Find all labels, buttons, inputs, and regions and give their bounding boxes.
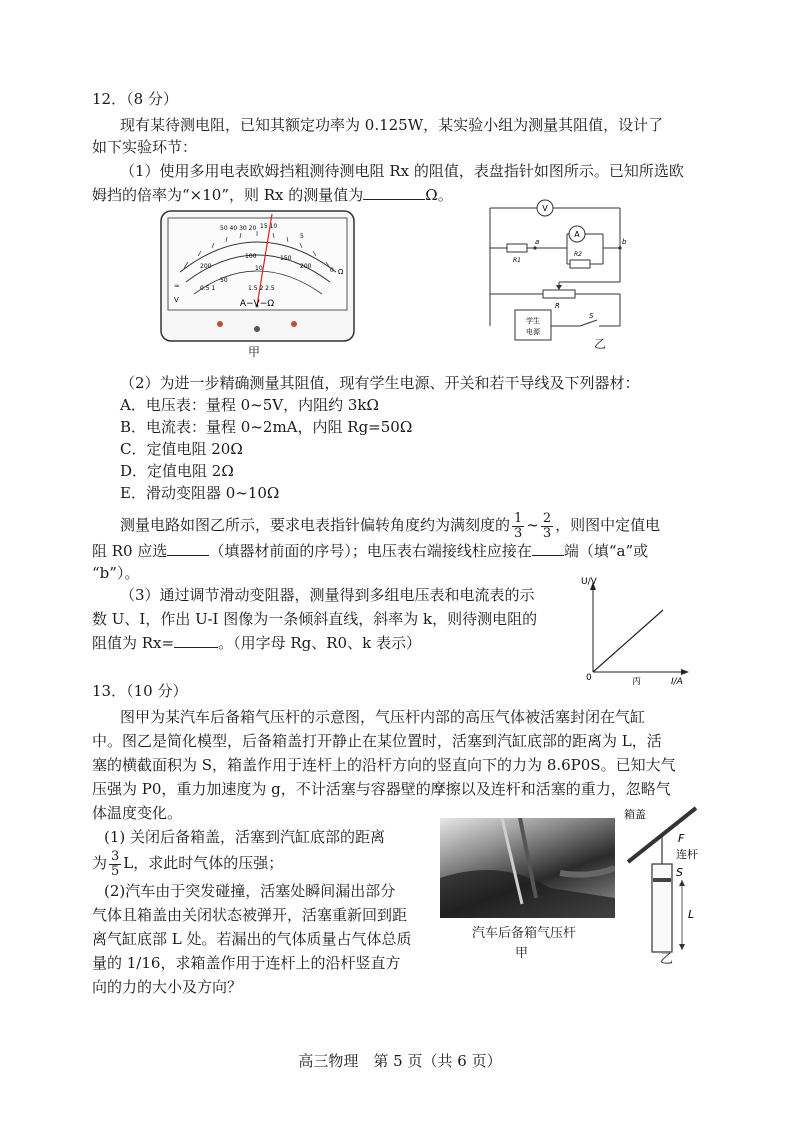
q12-part3-line3	[92, 632, 421, 654]
q13-intro-1: 图甲为某汽车后备箱气压杆的示意图，气压杆内部的高压气体被活塞封闭在气缸	[120, 708, 646, 726]
q13-part1-line1: (1) 关闭后备箱盖，活塞到汽缸底部的距离	[104, 828, 386, 846]
node-b-label: b	[622, 238, 627, 246]
meter-scale-label: A−V−Ω	[239, 299, 275, 309]
answer-blank-terminal[interactable]	[532, 555, 564, 556]
q12-intro-1: 现有某待测电阻，已知其额定功率为 0.125W，某实验小组为测量其阻值，设计了	[120, 116, 664, 134]
option-e: E．滑动变阻器 0~10Ω	[120, 484, 280, 502]
graph-caption: 丙	[632, 677, 642, 687]
q12-part1-text-a: 姆挡的倍率为“×10”，则 Rx 的测量值为	[92, 186, 364, 204]
tilde: ~	[526, 516, 539, 534]
q13-part2-line5: 向的力的大小及方向？	[92, 978, 243, 996]
graph-origin-label: 0	[586, 673, 592, 683]
svg-text:15 10: 15 10	[260, 223, 278, 230]
q12-part3-line1: （3）通过调节滑动变阻器，测量得到多组电压表和电流表的示	[120, 586, 535, 604]
force-f-label: F	[678, 832, 685, 845]
q12-part2-text-c: 阻 R0 应选	[92, 542, 168, 560]
q13-intro-4: 压强为 P0，重力加速度为 g，不计活塞与容器壁的摩擦以及连杆和活塞的重力，忽略气	[92, 780, 671, 798]
svg-text:0: 0	[330, 267, 334, 274]
model-caption: 乙	[660, 952, 674, 967]
resistor-r2-label: R2	[574, 251, 582, 258]
answer-blank-rx[interactable]	[363, 199, 425, 200]
length-l-label: L	[688, 908, 695, 921]
q13-part2-line2: 气体且箱盖由关闭状态被弹开，活塞重新回到距	[92, 906, 408, 924]
q12-part2-text-b: ，则图中定值电	[555, 516, 661, 534]
voltmeter-label: V	[542, 204, 548, 213]
ui-graph	[575, 572, 700, 687]
power-source-label-2: 电源	[526, 328, 540, 336]
q13-intro-3: 塞的横截面积为 S，箱盖作用于连杆上的沿杆方向的竖直向下的力为 8.6P0S。已知大气	[92, 756, 676, 774]
rheostat-label: R	[555, 302, 560, 310]
svg-text:Ω: Ω	[338, 268, 344, 276]
answer-blank-rx-expression[interactable]	[174, 647, 218, 648]
svg-text:150: 150	[280, 255, 292, 262]
fraction-one-third: $\frac{1}{3}$	[514, 510, 523, 541]
q12-part2-line2	[92, 540, 648, 562]
rod-label: 连杆	[676, 848, 698, 861]
q13-intro-5: 体温度变化。	[92, 804, 183, 822]
svg-text:200: 200	[300, 263, 312, 270]
q12-part3-text-a: 阻值为 Rx=	[92, 634, 175, 652]
node-a-label: a	[535, 238, 540, 246]
q12-part1-line2	[92, 184, 453, 206]
photo-label: 甲	[515, 946, 529, 961]
svg-text:5: 5	[300, 233, 304, 240]
q12-part3-text-b: 。（用字母 Rg、R0、k 表示）	[218, 634, 421, 652]
piston-model-diagram	[622, 804, 712, 964]
ammeter-label: A	[574, 230, 580, 239]
svg-text:200: 200	[200, 263, 212, 270]
lid-label: 箱盖	[624, 808, 646, 821]
q13-intro-2: 中。图乙是简化模型，后备箱盖打开静止在某位置时，活塞到汽缸底部的距离为 L，活	[92, 732, 662, 750]
car-trunk-photo	[440, 818, 615, 918]
svg-text:50: 50	[220, 277, 228, 284]
resistor-r1-label: R1	[513, 257, 521, 264]
area-s-label: S	[676, 866, 683, 879]
page-footer: 高三物理 第 5 页（共 6 页）	[298, 1052, 502, 1070]
q12-part1-text-b: Ω。	[425, 186, 453, 204]
svg-text:≃: ≃	[174, 282, 180, 290]
q13-part2-line4: 量的 1/16，求箱盖作用于连杆上的沿杆竖直方	[92, 954, 401, 972]
q13-part1-text-a: 为	[92, 854, 108, 872]
q12-part2-line3: “b”）。	[92, 564, 140, 582]
svg-text:1.5 2 2.5: 1.5 2 2.5	[248, 285, 275, 292]
svg-text:10: 10	[255, 265, 263, 272]
q13-part1-line2	[92, 848, 283, 878]
option-d: D．定值电阻 2Ω	[120, 462, 234, 480]
q12-part2-text-e: 端（填“a”或	[563, 542, 649, 560]
q13-part2-line1: (2)汽车由于突发碰撞，活塞处瞬间漏出部分	[104, 882, 396, 900]
svg-text:50 40 30 20: 50 40 30 20	[220, 225, 257, 232]
option-c: C．定值电阻 20Ω	[120, 440, 243, 458]
svg-text:V: V	[174, 296, 179, 304]
q13-header: 13．（10 分）	[92, 682, 188, 700]
q12-part2-intro: （2）为进一步精确测量其阻值，现有学生电源、开关和若干导线及下列器材：	[120, 374, 640, 392]
graph-x-axis-label: I/A	[671, 677, 683, 687]
q12-part2-line1	[120, 510, 660, 540]
circuit-diagram	[485, 198, 635, 348]
fraction-two-thirds: $\frac{2}{3}$	[542, 510, 552, 541]
power-source-label-1: 学生	[526, 317, 540, 325]
svg-text:100: 100	[245, 253, 257, 260]
option-a: A．电压表：量程 0~5V，内阻约 3kΩ	[120, 396, 379, 414]
q12-header: 12．（8 分）	[92, 90, 178, 108]
meter-caption: 甲	[248, 345, 261, 359]
multimeter-figure	[160, 210, 355, 342]
switch-label: S	[589, 312, 594, 320]
photo-caption: 汽车后备箱气压杆	[472, 926, 577, 941]
graph-y-axis-label: U/V	[581, 577, 597, 587]
q12-part2-text-a: 测量电路如图乙所示，要求电表指针偏转角度约为满刻度的	[120, 516, 511, 534]
q13-part2-line3: 离气缸底部 L 处。若漏出的气体质量占气体总质	[92, 930, 412, 948]
circuit-caption: 乙	[594, 337, 607, 351]
fraction-three-fifths: $\frac{3}{5}$	[111, 848, 120, 879]
q12-part1-line1: （1）使用多用电表欧姆挡粗测待测电阻 Rx 的阻值，表盘指针如图所示。已知所选欧	[120, 162, 684, 180]
q13-part1-text-b: L，求此时气体的压强；	[123, 854, 284, 872]
svg-text:0.5 1: 0.5 1	[200, 285, 216, 292]
q12-intro-2: 如下实验环节：	[92, 138, 198, 156]
q12-part2-text-d: （填器材前面的序号）；电压表右端接线柱应接在	[209, 542, 532, 560]
q12-part3-line2: 数 U、I，作出 U-I 图像为一条倾斜直线，斜率为 k，则待测电阻的	[92, 610, 538, 628]
answer-blank-r0[interactable]	[167, 555, 209, 556]
option-b: B．电流表：量程 0~2mA，内阻 Rg=50Ω	[120, 418, 413, 436]
